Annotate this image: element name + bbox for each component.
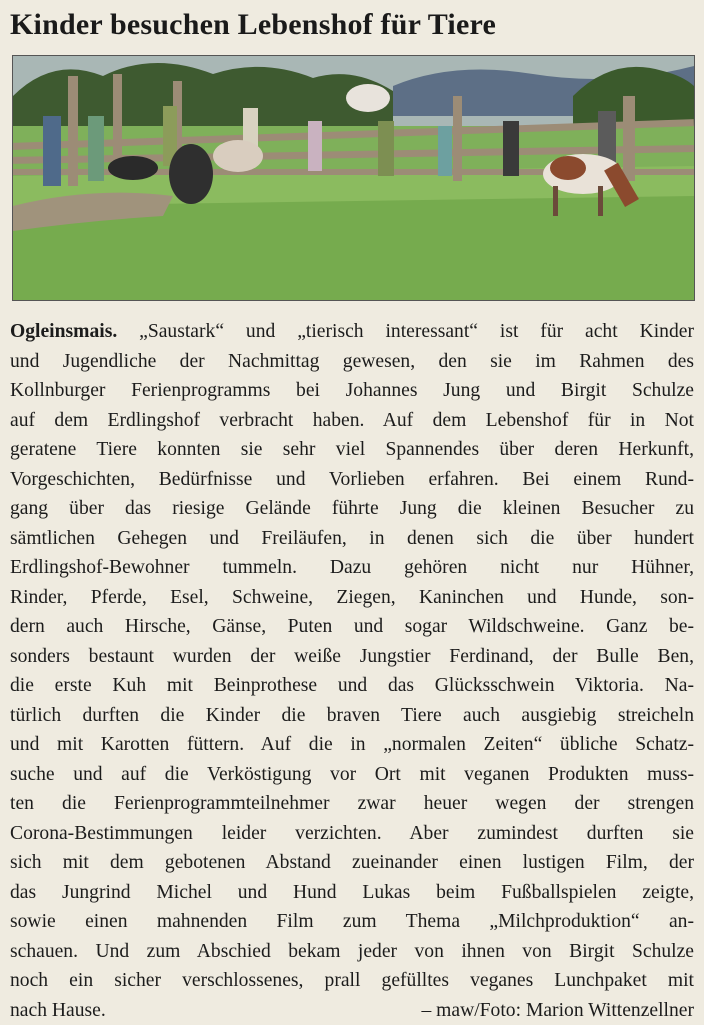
article-line-14: türlich durften die Kinder die braven Tiere auch ausgiebig streicheln <box>10 701 694 731</box>
headline: Kinder besuchen Lebenshof für Tiere <box>10 8 496 42</box>
article-line-10: Rinder, Pferde, Esel, Schweine, Ziegen, Kaninchen und Hunde, son- <box>10 583 694 613</box>
article-line-13: die erste Kuh mit Beinprothese und das Glücksschwein Viktoria. Na- <box>10 671 694 701</box>
article-line-16: suche und auf die Verköstigung vor Ort mit veganen Produkten muss- <box>10 760 694 790</box>
article-line-4: auf dem Erdlingshof verbracht haben. Auf dem Lebenshof für in Not <box>10 406 694 436</box>
closing-text: nach Hause. <box>10 996 106 1025</box>
photo-illustration <box>13 56 694 300</box>
byline: – maw/Foto: Marion Wittenzellner <box>421 996 694 1025</box>
article-line-23: noch ein sicher verschlossenes, prall gefülltes veganes Lunchpaket mit <box>10 966 694 996</box>
article-line-12: sonders bestaunt wurden der weiße Jungstier Ferdinand, der Bulle Ben, <box>10 642 694 672</box>
article-body <box>10 317 694 1025</box>
article-line-6: Vorgeschichten, Bedürfnisse und Vorlieben erfahren. Bei einem Rund- <box>10 465 694 495</box>
article-photo <box>12 55 695 301</box>
article-line-17: ten die Ferienprogrammteilnehmer zwar heuer wegen der strengen <box>10 789 694 819</box>
article-line-7: gang über das riesige Gelände führte Jung die kleinen Besucher zu <box>10 494 694 524</box>
article-line-last <box>10 996 694 1025</box>
article-line-18: Corona-Bestimmungen leider verzichten. Aber zumindest durften sie <box>10 819 694 849</box>
article-line-1: Ogleinsmais. „Saustark“ und „tierisch interessant“ ist für acht Kinder <box>10 317 694 347</box>
article-line-22: schauen. Und zum Abschied bekam jeder von ihnen von Birgit Schulze <box>10 937 694 967</box>
article-line-8: sämtlichen Gehegen und Freiläufen, in denen sich die über hundert <box>10 524 694 554</box>
article-line-21: sowie einen mahnenden Film zum Thema „Milchproduktion“ an- <box>10 907 694 937</box>
article-line-11: dern auch Hirsche, Gänse, Puten und sogar Wildschweine. Ganz be- <box>10 612 694 642</box>
article-line-2: und Jugendliche der Nachmittag gewesen, den sie im Rahmen des <box>10 347 694 377</box>
article-line-3: Kollnburger Ferienprogramms bei Johannes Jung und Birgit Schulze <box>10 376 694 406</box>
article-line-15: und mit Karotten füttern. Auf die in „normalen Zeiten“ übliche Schatz- <box>10 730 694 760</box>
article-line-19: sich mit dem gebotenen Abstand zueinander einen lustigen Film, der <box>10 848 694 878</box>
dateline: Ogleinsmais. <box>10 321 117 342</box>
article-line-5: geratene Tiere konnten sie sehr viel Spannendes über deren Herkunft, <box>10 435 694 465</box>
article-line-20: das Jungrind Michel und Hund Lukas beim Fußballspielen zeigte, <box>10 878 694 908</box>
article-line-9: Erdlingshof-Bewohner tummeln. Dazu gehören nicht nur Hühner, <box>10 553 694 583</box>
